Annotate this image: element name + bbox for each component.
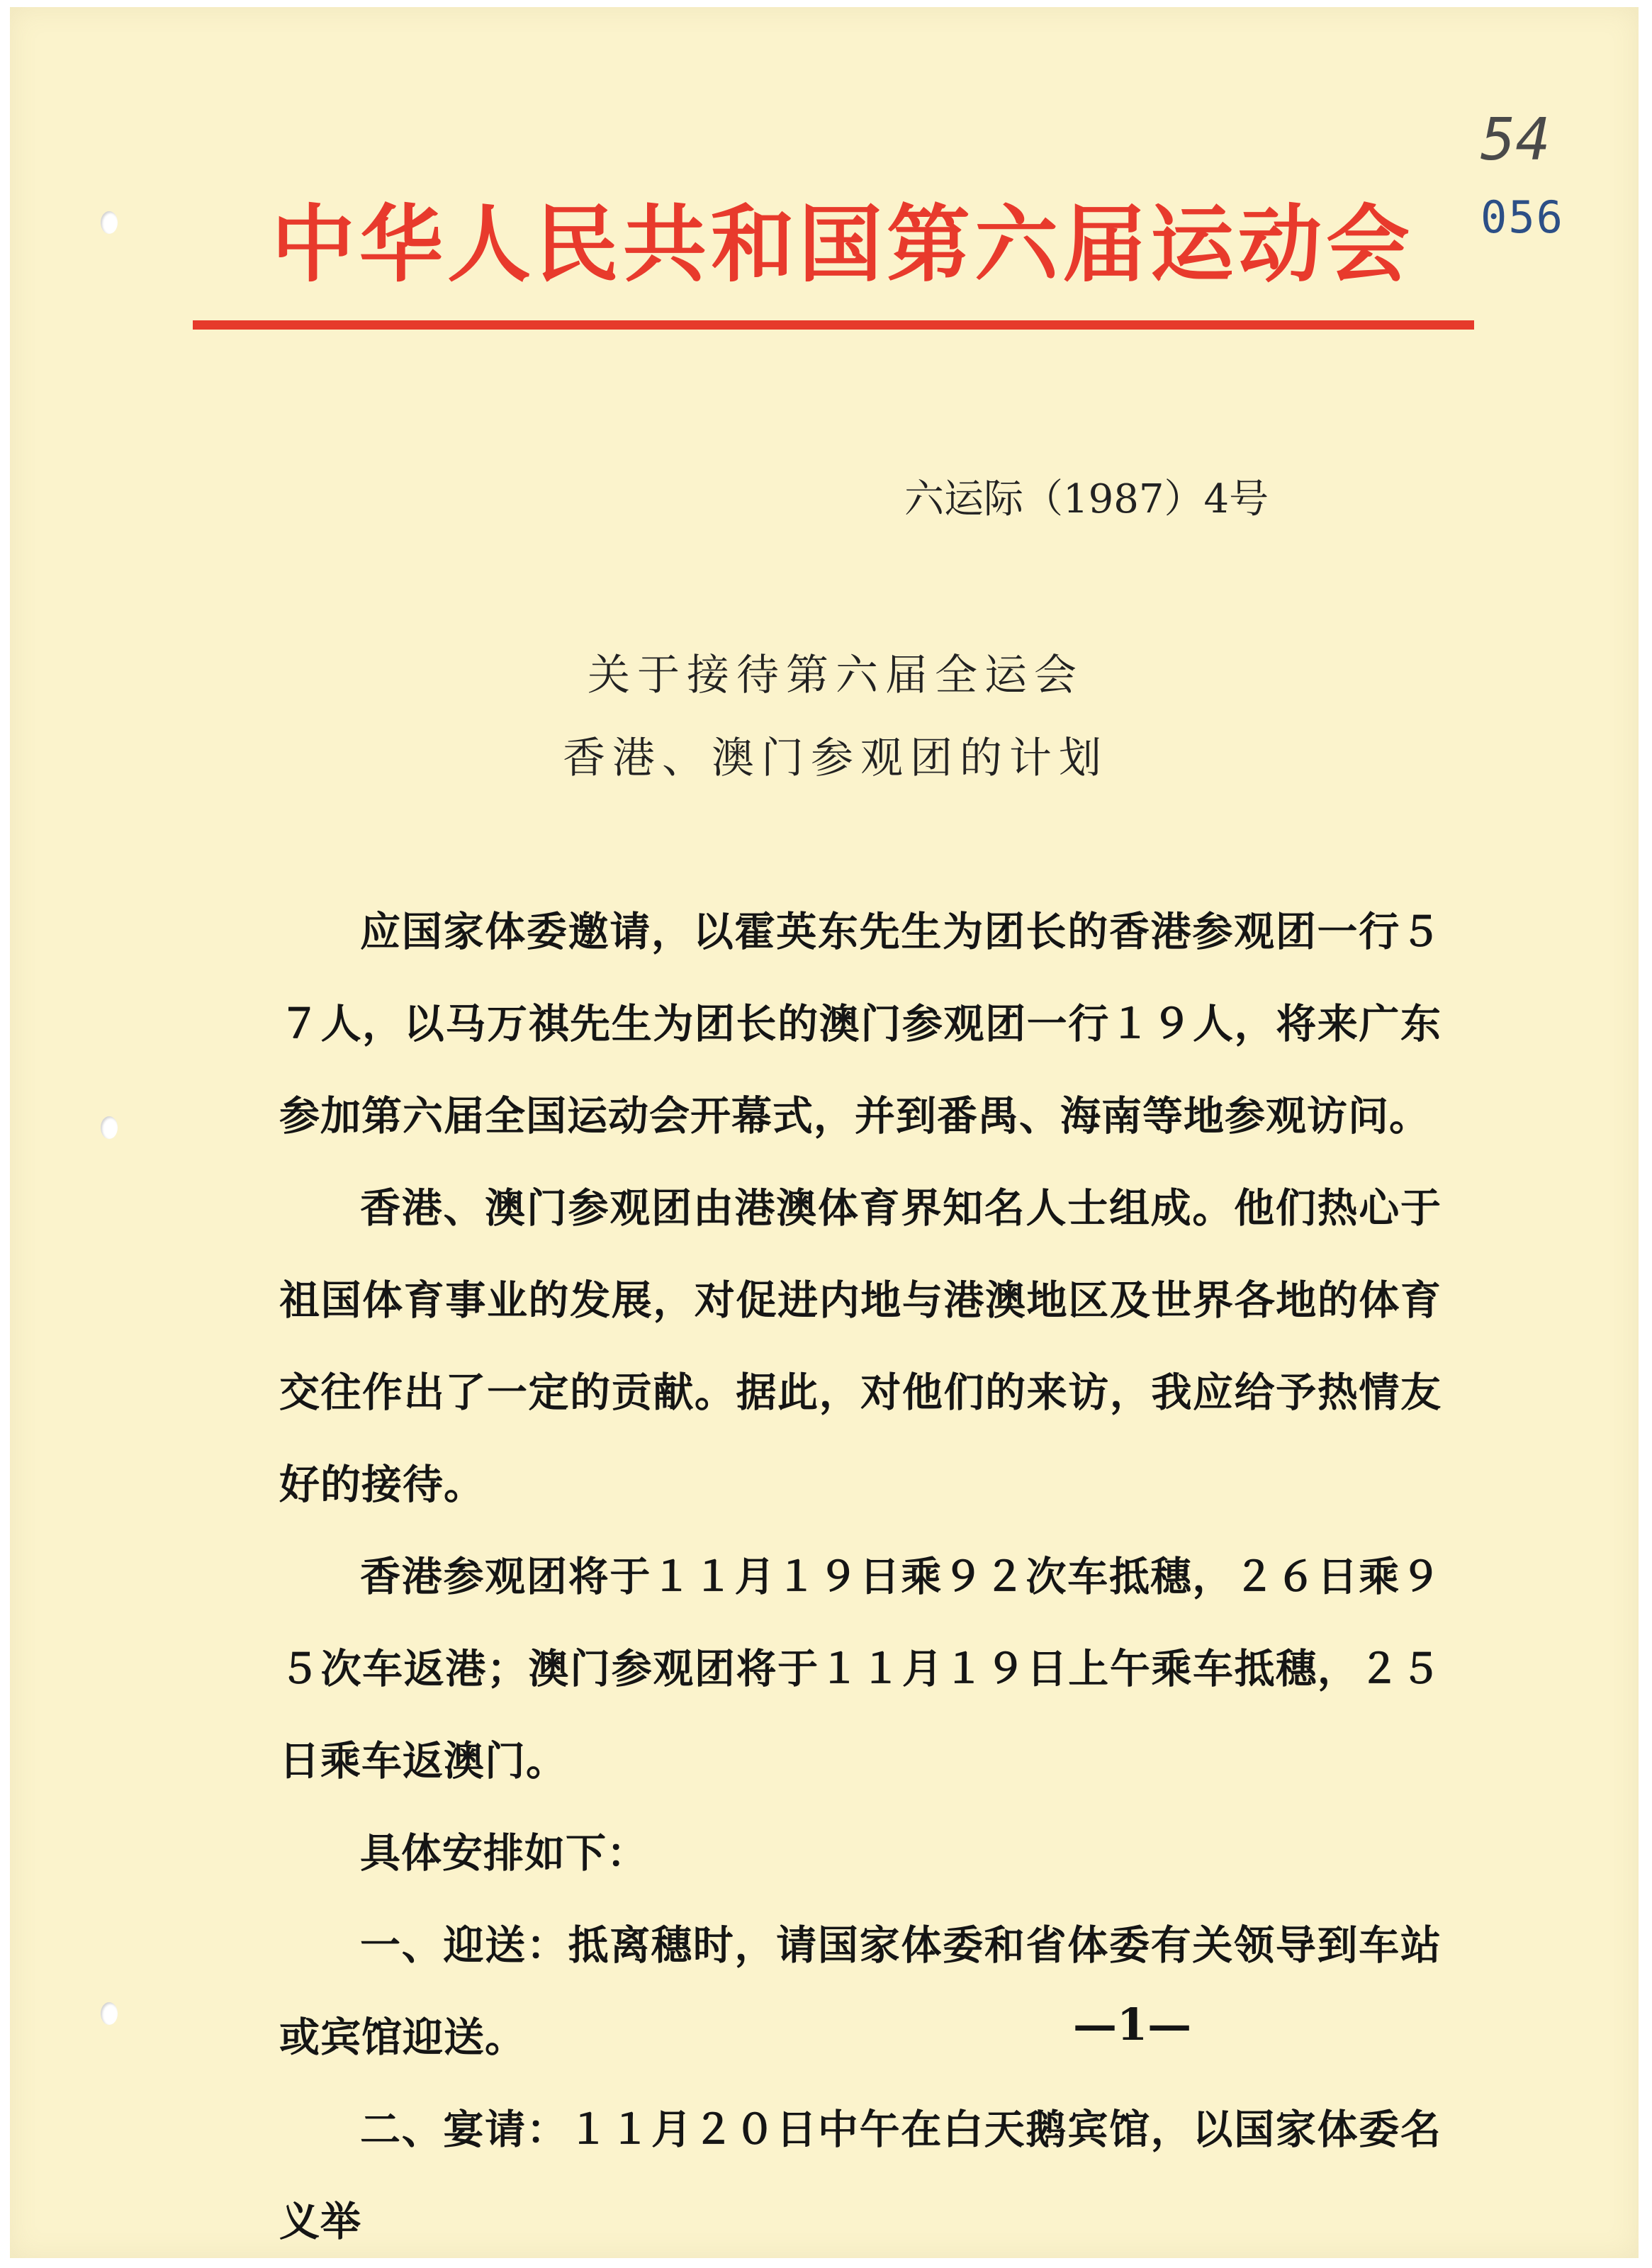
body-paragraph-reception: 一、迎送：抵离穗时，请国家体委和省体委有关领导到车站或宾馆迎送。: [279, 1921, 1442, 2061]
body-paragraph-delegation-background: 香港、澳门参观团由港澳体育界知名人士组成。他们热心于祖国体育事业的发展，对促进内地与港澳地区及世界各地的体育交往作出了一定的贡献。据此，对他们的来访，我应给予热情友好的接待。: [279, 1184, 1442, 1508]
binder-hole-top: [101, 211, 118, 234]
page-footer-number: —1—: [1073, 1999, 1192, 2050]
body-paragraph-travel-schedule: 香港参观团将于１１月１９日乘９２次车抵穗，２６日乘９５次车返港；澳门参观团将于１１月１９日上午乘车抵穗，２５日乘车返澳门。: [279, 1553, 1442, 1785]
document-title-line-1: 关于接待第六届全运会: [588, 651, 1084, 700]
binder-hole-middle: [101, 1116, 118, 1139]
letterhead-title: 中华人民共和国第六届运动会: [271, 195, 1414, 293]
document-number: 六运际（1987）4号: [904, 476, 1269, 522]
document-body: [279, 886, 1442, 2268]
letterhead-red-rule: [193, 320, 1474, 330]
body-paragraph-invitation: 应国家体委邀请，以霍英东先生为团长的香港参观团一行５７人，以马万祺先生为团长的澳门参观团一行１９人，将来广东参加第六届全国运动会开幕式，并到番禺、海南等地参观访问。: [279, 908, 1442, 1140]
document-title-line-2: 香港、澳门参观团的计划: [563, 734, 1108, 783]
document-page: [10, 7, 1639, 2258]
body-paragraph-banquet: 二、宴请：１１月２０日中午在白天鹅宾馆，以国家体委名义举: [279, 2106, 1442, 2245]
stamped-serial-number: 056: [1480, 191, 1564, 243]
body-paragraph-arrangements-heading: 具体安排如下：: [360, 1829, 648, 1877]
handwritten-page-number: 54: [1480, 106, 1551, 174]
binder-hole-bottom: [101, 2002, 118, 2025]
